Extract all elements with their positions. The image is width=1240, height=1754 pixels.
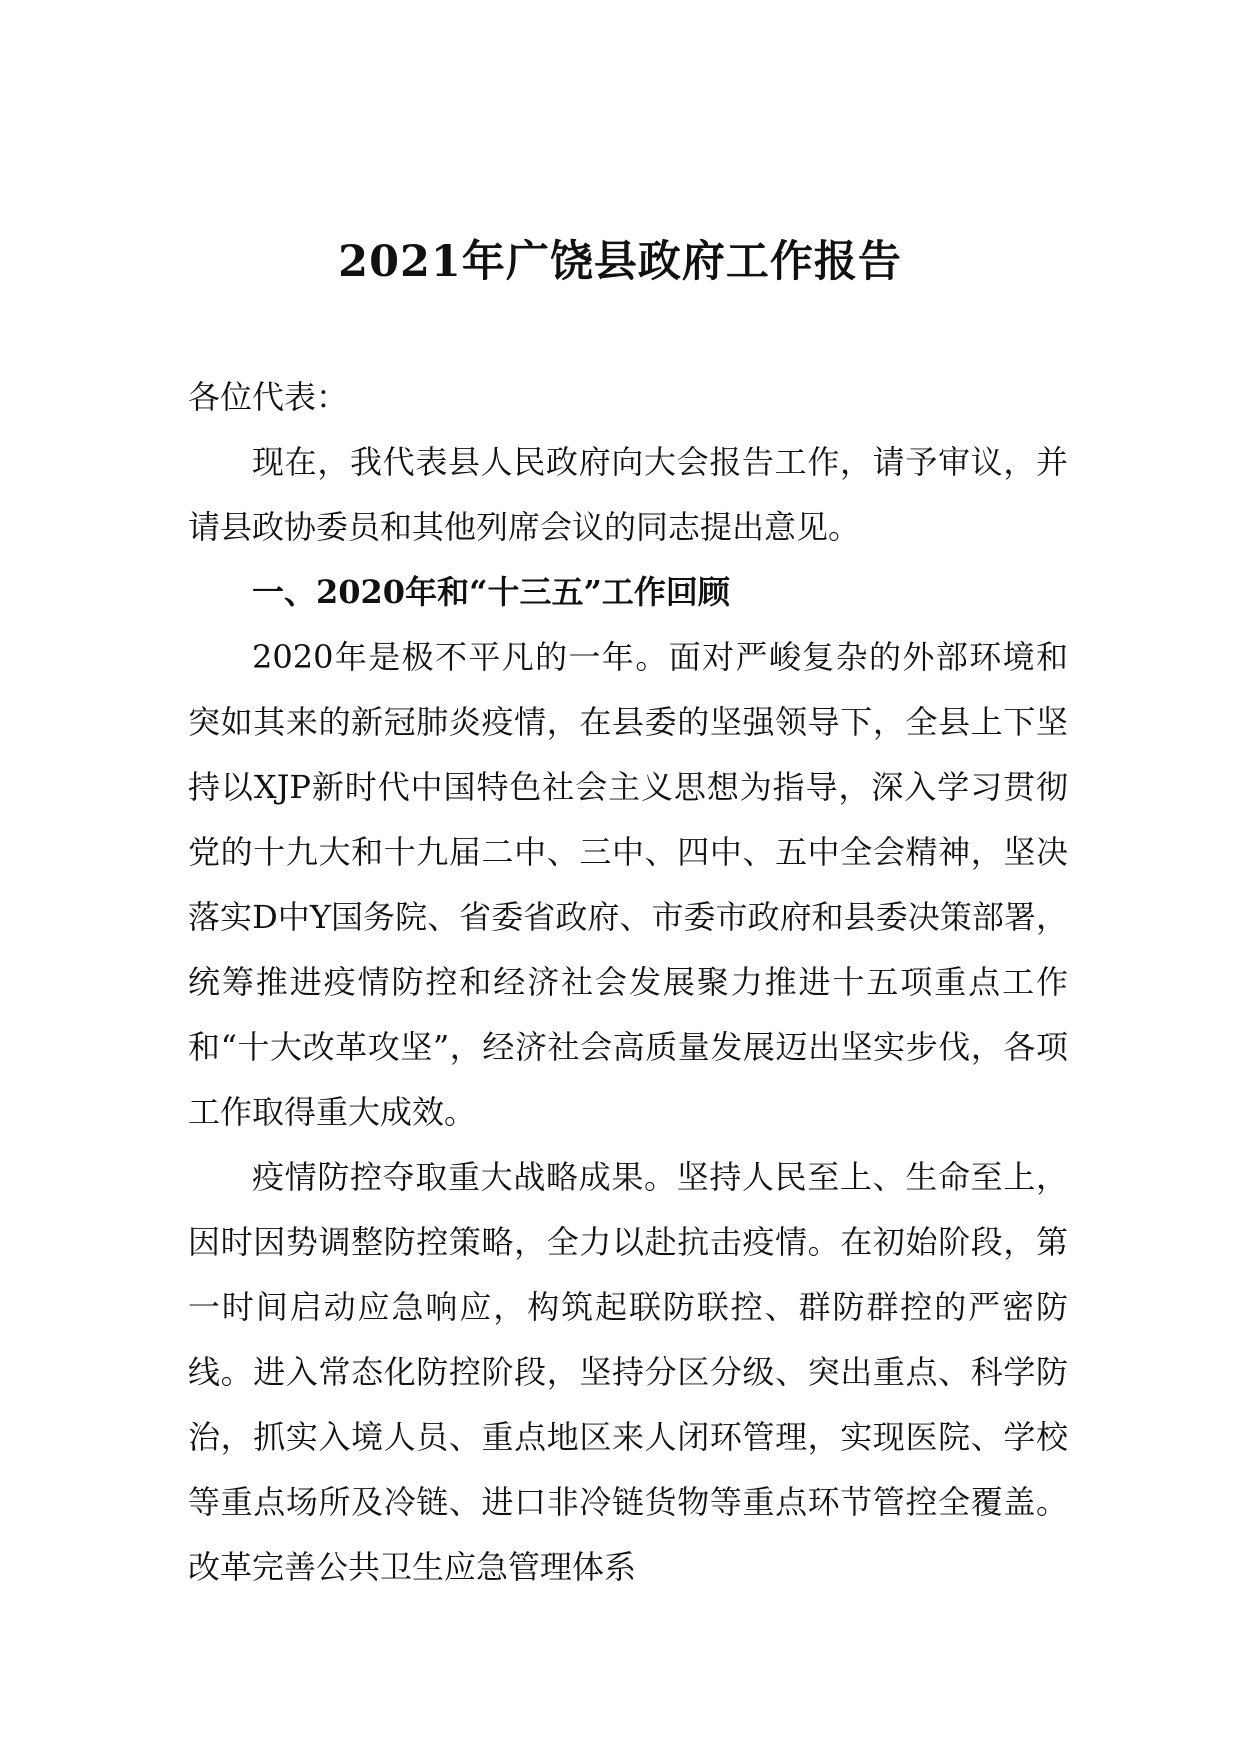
- salutation: 各位代表：: [188, 378, 349, 416]
- paragraph-epidemic-control: 疫情防控夺取重大战略成果。坚持人民至上、生命至上，因时因势调整防控策略，全力以赴抗击疫情。在初始阶段，第一时间启动应急响应，构筑起联防联控、群防群控的严密防线。进入常态化防控阶段，坚持分区分级、突出重点、科学防治，抓实入境人员、重点地区来人闭环管理，实现医院、学校等重点场所及冷链、进口非冷链货物等重点环节管控全覆盖。改革完善公共卫生应急管理体系: [188, 1158, 1068, 1586]
- document-title: 2021年广饶县政府工作报告: [338, 237, 902, 287]
- document-body: [188, 365, 1068, 1600]
- intro-paragraph: 现在，我代表县人民政府向大会报告工作，请予审议，并请县政协委员和其他列席会议的同志提出意见。: [188, 443, 1068, 546]
- section-heading: 一、2020年和“十三五”工作回顾: [252, 573, 730, 611]
- paragraph-review-2020: 2020年是极不平凡的一年。面对严峻复杂的外部环境和突如其来的新冠肺炎疫情，在县委的坚强领导下，全县上下坚持以XJP新时代中国特色社会主义思想为指导，深入学习贯彻党的十九大和十九届二中、三中、四中、五中全会精神，坚决落实D中Y国务院、省委省政府、市委市政府和县委决策部署，统筹推进疫情防控和经济社会发展聚力推进十五项重点工作和“十大改革攻坚”，经济社会高质量发展迈出坚实步伐，各项工作取得重大成效。: [188, 638, 1068, 1131]
